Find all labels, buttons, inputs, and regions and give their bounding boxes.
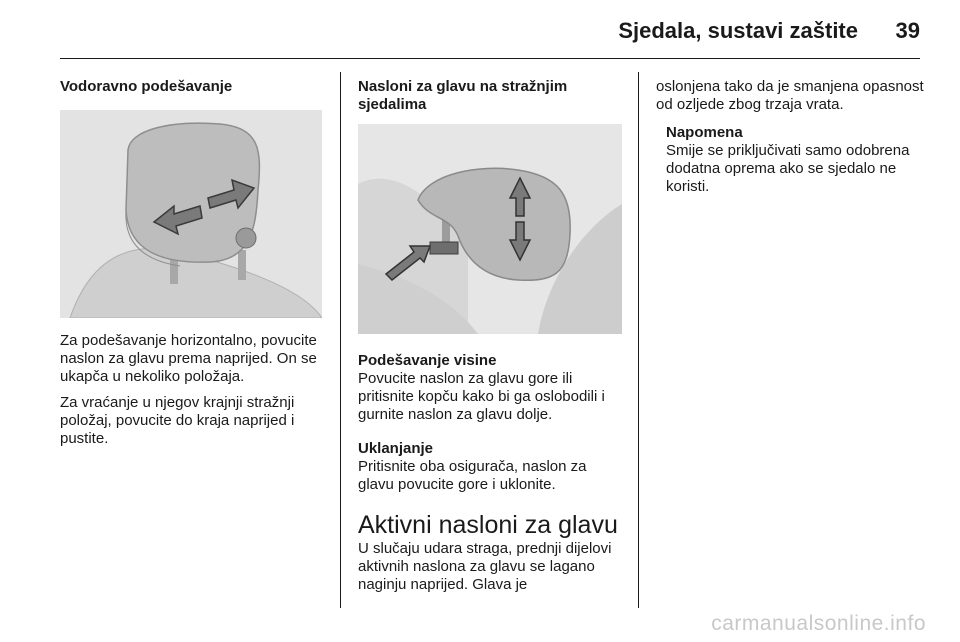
subheading-height-adjust: Podešavanje visine xyxy=(358,352,497,369)
header-rule xyxy=(60,58,920,59)
section-heading-horizontal: Vodoravno podešavanje xyxy=(60,78,233,95)
front-headrest-illustration xyxy=(60,110,322,318)
column-divider-2 xyxy=(638,72,639,608)
paragraph-active-headrests: U slučaju udara straga, prednji dijelovi aktivnih naslona za glavu se lagano naginju naprijed. Glava je xyxy=(358,540,612,593)
paragraph-continued: oslonjena tako da je smanjena opasnost od ozljede zbog trzaja vrata. xyxy=(656,78,924,113)
paragraph-height-adjust: Povucite naslon za glavu gore ili pritisnite kopču kako bi ga oslobodili i gurnite naslon za glavu dolje. xyxy=(358,370,605,423)
subheading-removal: Uklanjanje xyxy=(358,440,434,457)
paragraph-horizontal-adjust: Za podešavanje horizontalno, povucite naslon za glavu prema naprijed. On se ukapča u nekoliko položaja. xyxy=(60,332,317,385)
footer-watermark: carmanualsonline.info xyxy=(711,612,926,635)
column-3 xyxy=(656,78,924,196)
column-2 xyxy=(358,78,622,594)
note-heading: Napomena xyxy=(666,124,743,141)
paragraph-removal: Pritisnite oba osigurača, naslon za glavu povucite gore i uklonite. xyxy=(358,458,587,493)
section-heading-rear-headrests: Nasloni za glavu na stražnjim sjedalima xyxy=(358,78,568,113)
rear-headrest-illustration xyxy=(358,124,622,334)
column-divider-1 xyxy=(340,72,341,608)
paragraph-return-position: Za vraćanje u njegov krajnji stražnji položaj, povucite do kraja naprijed i pustite. xyxy=(60,394,295,447)
note-text: Smije se priključivati samo odobrena dodatna oprema ako se sjedalo ne koristi. xyxy=(666,142,910,195)
note-box xyxy=(656,124,924,196)
page-header-title: Sjedala, sustavi zaštite xyxy=(618,18,858,43)
section-heading-active-headrests: Aktivni nasloni za glavu xyxy=(358,511,618,539)
column-1 xyxy=(60,78,322,448)
page-number: 39 xyxy=(895,18,920,43)
